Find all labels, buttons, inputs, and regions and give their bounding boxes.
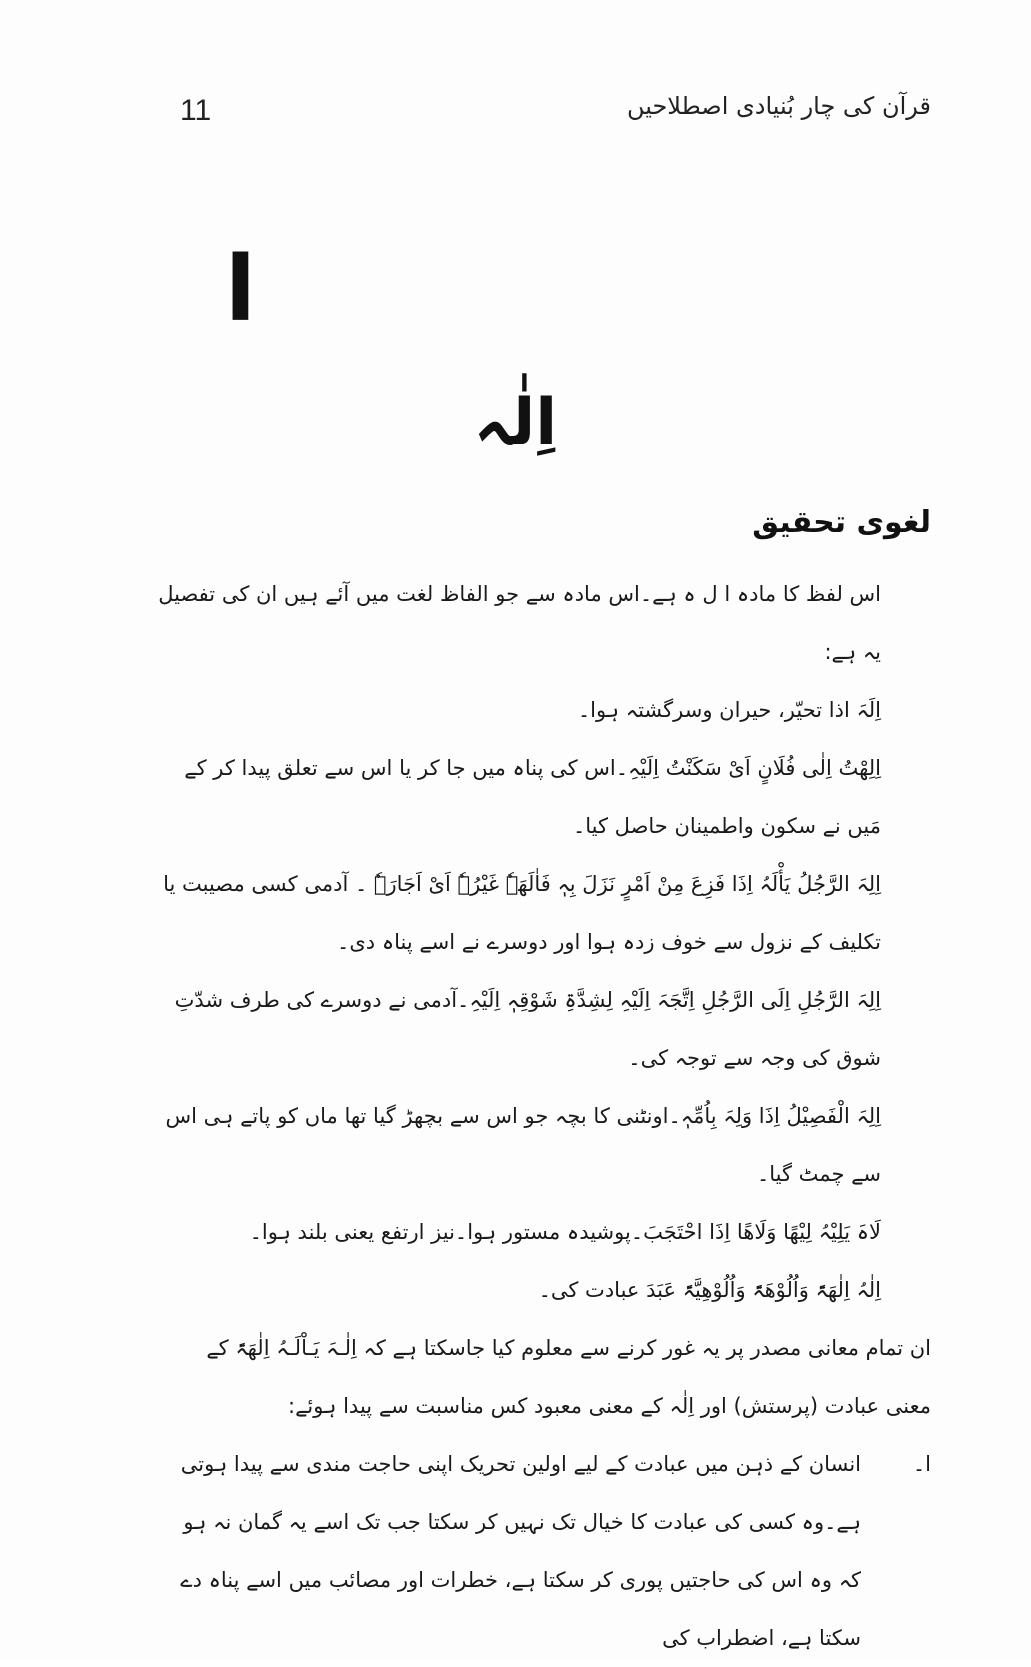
list-text: انسان کے ذہن میں عبادت کے لیے اولین تحریک اپنی حاجت مندی سے پیدا ہوتی ہے۔وہ کسی کی عبادت کا خیال تک نہیں کر سکتا جب تک اسے یہ گمان نہ ہو کہ وہ اس کی حاجتیں پوری کر سکتا ہے، خطرات اور مصائب میں اسے پناہ دے سکتا ہے، اضطراب کی	[180, 1452, 861, 1650]
paragraph-conclusion: ان تمام معانی مصدر پر یہ غور کرنے سے معلوم کیا جاسکتا ہے کہ اِلٰـہَ یَـاْلَـہُ اِلٰھَۃً کے معنی عبادت (پرستش) اور اِلٰہ کے معنی معبود کس مناسبت سے پیدا ہوئے:	[206, 1336, 931, 1418]
paragraph-definition: اِلٰہُ اِلٰھَۃً وَاُلُوْھَۃً وَاُلُوْھِیَّۃً عَبَدَ عبادت کی۔	[538, 1278, 881, 1302]
page-header	[180, 92, 931, 142]
body-text	[155, 565, 931, 1667]
paragraph-definition: اِلِہَ الرَّجُلِ اِلَی الرَّجُلِ اِتَّجَہَ اِلَیْہِ لِشِدَّۃِ شَوْقِہٖ اِلَیْہِ۔آدمی نے دوسرے کی طرف شدّتِ شوق کی وجہ سے توجہ کی۔	[174, 988, 881, 1070]
paragraph-definition: اِلَہَ اذا تحیّر، حیران وسرگشتہ ہوا۔	[577, 698, 881, 722]
list-item	[155, 1435, 931, 1667]
chapter-number: ا	[225, 237, 256, 342]
list-marker: ا۔	[912, 1452, 931, 1476]
chapter-title: اِلٰہ	[473, 386, 558, 460]
paragraph-definition: لَاہَ یَلِیْہُ لِیْھًا وَلَاھًا اِذَا احْتَجَبَ۔پوشیدہ مستور ہوا۔نیز ارتفع یعنی بلند ہوا۔	[249, 1220, 881, 1244]
paragraph-definition: اِلِہَ الْفَصِیْلُ اِذَا وَلِہَ بِاُمِّہٖ۔اونٹنی کا بچہ جو اس سے بچھڑ گیا تھا ماں کو پاتے ہی اس سے چمٹ گیا۔	[165, 1104, 881, 1186]
paragraph-intro: اس لفظ کا مادہ ا ل ہ ہے۔اس مادہ سے جو الفاظ لغت میں آئے ہیں ان کی تفصیل یہ ہے:	[158, 582, 881, 664]
paragraph-definition: اِلِہَ الرَّجُلُ یَأْلَہُ اِذَا فَزِعَ مِنْ اَمْرٍ نَزَلَ بِہٖ فَاٰلَھَہٗ غَیْرُہٗ اَیْ اَجَارَہٗ ۔ آدمی کسی مصیبت یا تکلیف کے نزول سے خوف زدہ ہوا اور دوسرے نے اسے پناہ دی۔	[163, 872, 881, 954]
paragraph-definition: اِلِھْتُ اِلٰی فُلَانٍ اَیْ سَکَنْتُ اِلَیْہِ۔اس کی پناہ میں جا کر یا اس سے تعلق پیدا کر کے مَیں نے سکون واطمینان حاصل کیا۔	[184, 756, 881, 838]
page-number: 11	[180, 94, 212, 127]
running-title: قرآن کی چار بُنیادی اصطلاحیں	[626, 92, 931, 120]
section-heading: لغوی تحقیق	[752, 505, 931, 540]
